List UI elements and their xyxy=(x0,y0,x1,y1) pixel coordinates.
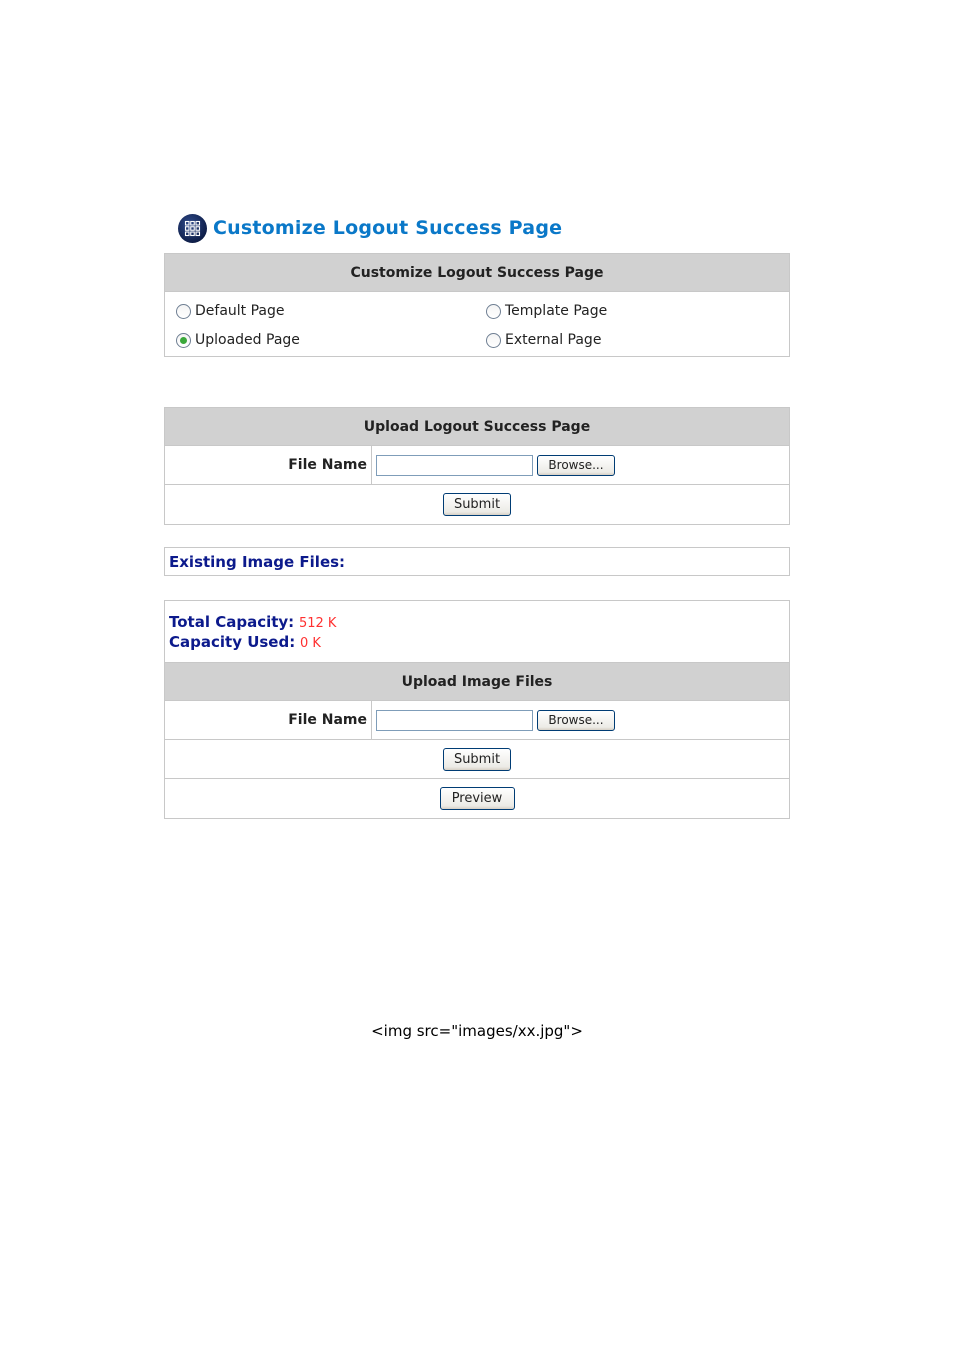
file-name-row xyxy=(165,446,789,485)
radio-label: Default Page xyxy=(195,303,285,319)
upload-page-header: Upload Logout Success Page xyxy=(165,408,789,446)
image-browse-button[interactable]: Browse... xyxy=(537,710,615,731)
total-capacity-value: 512 K xyxy=(298,616,337,631)
radio-label: Template Page xyxy=(505,303,608,319)
total-capacity-label: Total Capacity: xyxy=(169,613,295,631)
radio-circle-icon xyxy=(176,304,191,319)
preview-button[interactable]: Preview xyxy=(440,787,515,810)
radio-selected-icon xyxy=(176,333,191,348)
capacity-info xyxy=(165,601,789,663)
image-submit-button[interactable]: Submit xyxy=(443,748,511,771)
existing-image-files: Existing Image Files: xyxy=(164,547,790,576)
preview-row xyxy=(165,779,789,818)
page-title-text: Customize Logout Success Page xyxy=(213,217,563,239)
upload-image-panel xyxy=(164,600,790,819)
radio-default-page[interactable] xyxy=(176,301,285,321)
submit-row xyxy=(165,485,789,524)
capacity-used-value: 0 K xyxy=(300,636,321,651)
page-type-options xyxy=(165,292,789,356)
file-name-input[interactable] xyxy=(376,455,533,476)
upload-image-header: Upload Image Files xyxy=(165,663,789,701)
image-file-name-input[interactable] xyxy=(376,710,533,731)
browse-button[interactable]: Browse... xyxy=(537,455,615,476)
page-title xyxy=(178,213,562,243)
image-file-name-row xyxy=(165,701,789,740)
customize-panel-header: Customize Logout Success Page xyxy=(165,254,789,292)
radio-template-page[interactable] xyxy=(486,301,607,321)
image-submit-row xyxy=(165,740,789,779)
image-tag-snippet: <img src="images/xx.jpg"> xyxy=(371,1022,583,1040)
radio-circle-icon xyxy=(486,304,501,319)
customize-panel xyxy=(164,253,790,357)
upload-page-panel xyxy=(164,407,790,525)
radio-circle-icon xyxy=(486,333,501,348)
submit-button[interactable]: Submit xyxy=(443,493,511,516)
radio-label: Uploaded Page xyxy=(195,332,300,348)
radio-external-page[interactable] xyxy=(486,330,601,350)
image-file-name-label: File Name xyxy=(165,701,372,739)
file-name-label: File Name xyxy=(165,446,372,484)
capacity-used-label: Capacity Used: xyxy=(169,633,296,651)
radio-uploaded-page[interactable] xyxy=(176,330,300,350)
grid-menu-icon xyxy=(178,214,207,243)
radio-label: External Page xyxy=(505,332,602,348)
